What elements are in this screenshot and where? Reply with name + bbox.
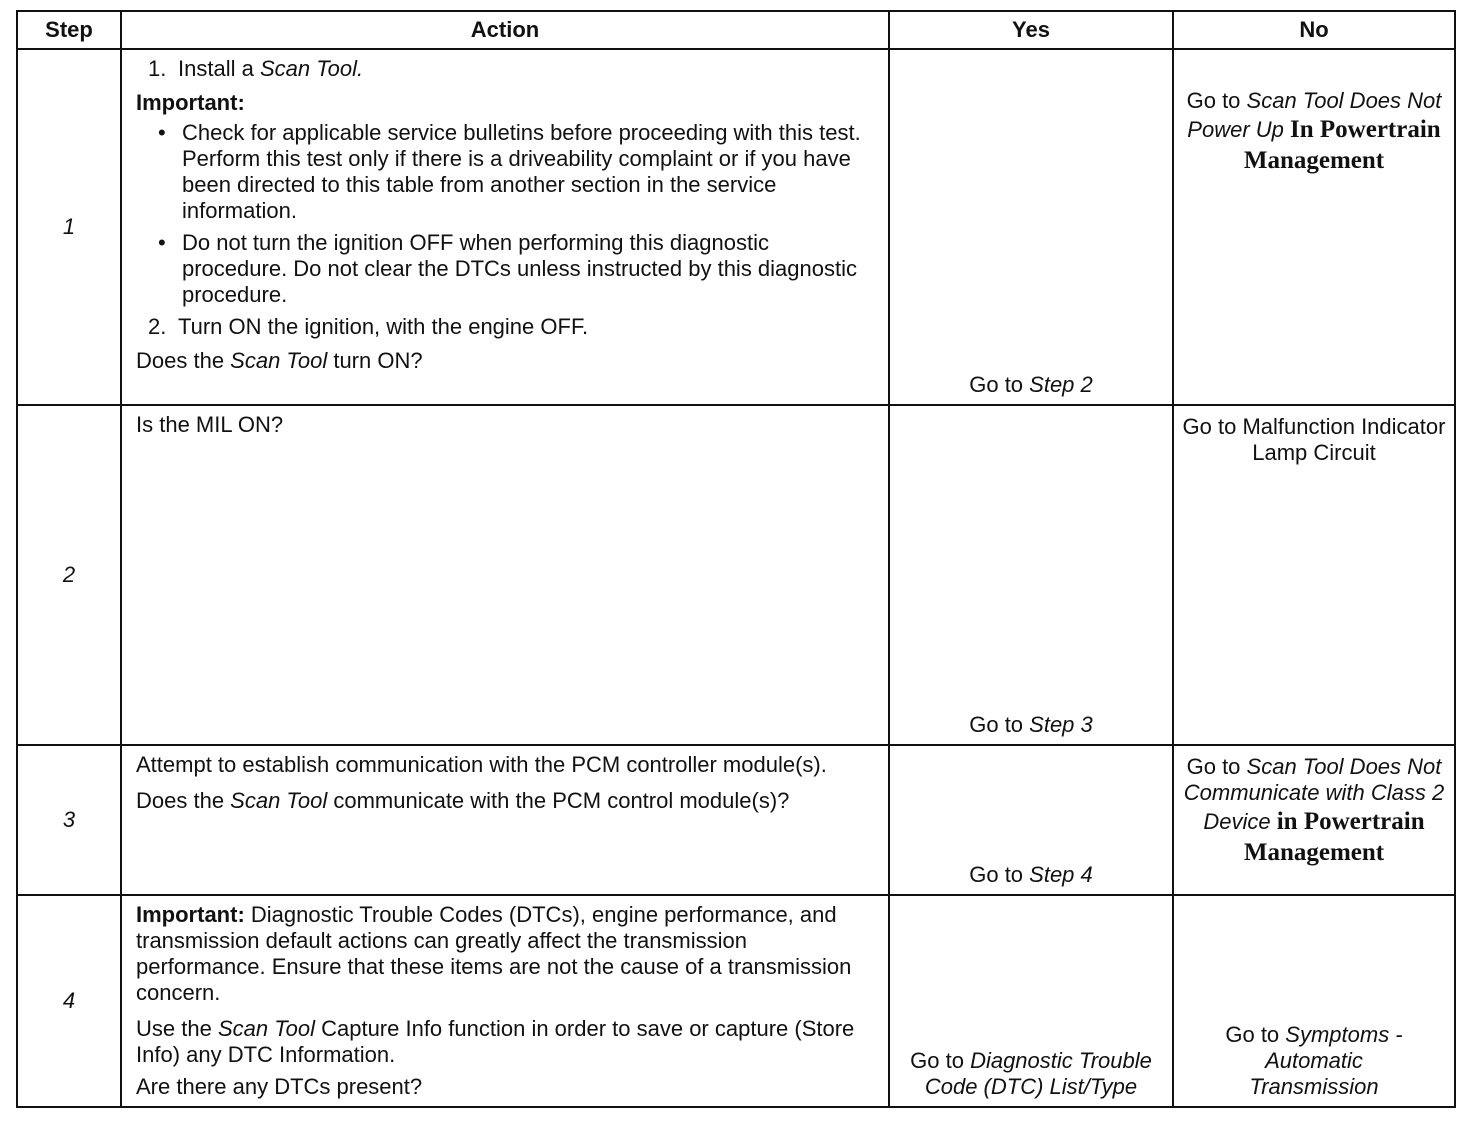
instruction-text: Attempt to establish communication with the PCM controller module(s). [136, 752, 827, 777]
question-text: Does the Scan Tool turn ON? [136, 348, 423, 373]
header-row [17, 11, 1455, 49]
step-number: 2 [17, 405, 121, 745]
yes-link[interactable]: Go to Step 3 [969, 712, 1093, 737]
list-item [136, 120, 874, 224]
step-number: 3 [17, 745, 121, 895]
scan-tool-link[interactable]: Scan Tool. [259, 56, 364, 81]
yes-link[interactable]: Go to Step 2 [969, 372, 1093, 397]
manual-reference: In Powertrain Management [1243, 116, 1441, 174]
no-cell [1173, 405, 1455, 745]
no-cell [1173, 745, 1455, 895]
instruction-text: Use the Scan Tool Capture Info function in order to save or capture (Store Info) any DTC Information. [136, 1016, 855, 1067]
yes-link[interactable]: Go to Diagnostic Trouble Code (DTC) List/Type [910, 1048, 1152, 1099]
yes-cell [889, 49, 1173, 405]
table-row [17, 405, 1455, 745]
header-no: No [1173, 11, 1455, 49]
important-label: Important: [136, 90, 245, 115]
step-number: 4 [17, 895, 121, 1107]
bullet-icon: • [158, 120, 166, 145]
no-cell [1173, 49, 1455, 405]
no-link[interactable]: Go to Scan Tool Does Not Communicate with Class 2 Device in Powertrain Management [1183, 754, 1445, 866]
bullet-text: Do not turn the ignition OFF when performing this diagnostic procedure. Do not clear the DTCs unless instructed by this diagnostic procedure. [182, 230, 857, 307]
yes-cell [889, 745, 1173, 895]
action-cell [121, 745, 889, 895]
yes-link[interactable]: Go to Step 4 [969, 862, 1093, 887]
action-cell [121, 49, 889, 405]
instruction-line: 1. Install a Scan Tool. [148, 56, 364, 81]
question-text: Does the Scan Tool communicate with the PCM control module(s)? [136, 788, 790, 813]
action-cell [121, 895, 889, 1107]
no-link[interactable]: Go to Malfunction Indicator Lamp Circuit [1182, 414, 1446, 465]
no-link[interactable]: Go to Symptoms - Automatic Transmission [1225, 1022, 1403, 1099]
bullet-icon: • [158, 230, 166, 255]
bullet-text: Check for applicable service bulletins before proceeding with this test. Perform this test only if there is a driveability complaint or if you have been directed to this table from another section in the service information. [182, 120, 861, 223]
yes-cell [889, 895, 1173, 1107]
question-text: Is the MIL ON? [136, 412, 284, 437]
step-number: 1 [17, 49, 121, 405]
instruction-line: 2. Turn ON the ignition, with the engine OFF. [148, 314, 589, 339]
header-action: Action [121, 11, 889, 49]
no-link[interactable]: Go to Scan Tool Does Not Power Up In Powertrain Management [1186, 88, 1442, 174]
important-note: Important: Diagnostic Trouble Codes (DTCs), engine performance, and transmission default actions can greatly affect the transmission performance. Ensure that these items are not the cause of a transmission concern. [136, 902, 852, 1005]
no-cell [1173, 895, 1455, 1107]
yes-cell [889, 405, 1173, 745]
list-item [136, 230, 874, 308]
manual-reference: in Powertrain Management [1243, 808, 1425, 866]
table-row [17, 49, 1455, 405]
question-text: Are there any DTCs present? [136, 1074, 423, 1099]
header-yes: Yes [889, 11, 1173, 49]
table-row [17, 745, 1455, 895]
action-cell [121, 405, 889, 745]
diagnostic-table [16, 10, 1456, 1108]
header-step: Step [17, 11, 121, 49]
table-row [17, 895, 1455, 1107]
